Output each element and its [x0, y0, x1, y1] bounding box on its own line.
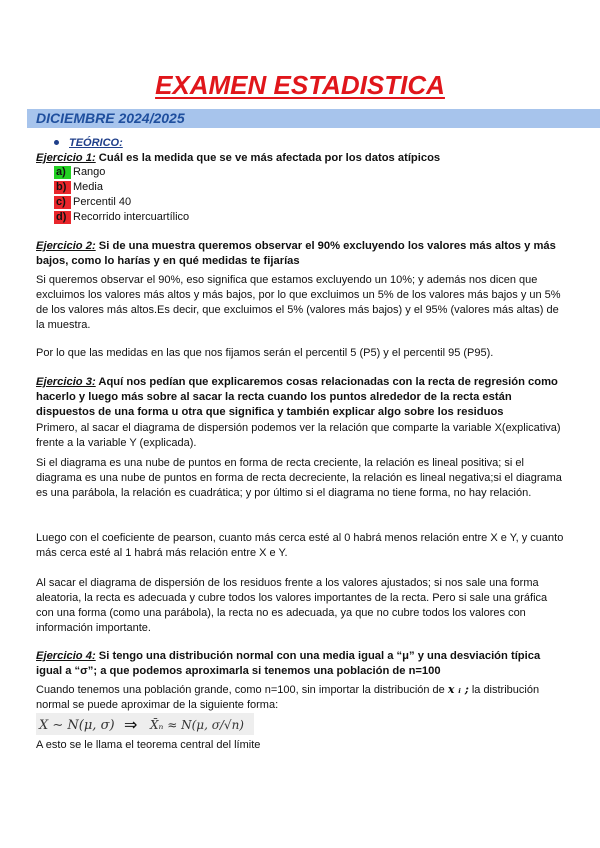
- exercise-2-paragraph-1: Si queremos observar el 90%, eso significa que estamos excluyendo un 10%; y además nos dicen que excluimos los valores más altos y más bajos, por lo que excluimos un 5% de los valores más bajos y un 5% de los valores más altos.Es decir, que excluimos el 5% (valores más bajos) y el 95% (valores más altas) de la muestra.: [36, 274, 561, 331]
- exercise-1-text: Cuál es la medida que se ve más afectada por los datos atípicos: [95, 152, 441, 164]
- option-d: [54, 211, 189, 224]
- option-c-key: c): [54, 196, 71, 209]
- section-label: TEÓRICO:: [69, 137, 123, 149]
- exercise-3-question: [36, 375, 566, 420]
- xi-symbol: x ᵢ ;: [447, 683, 469, 696]
- exercise-3-paragraph-3: Luego con el coeficiente de pearson, cuanto más cerca esté al 0 habrá menos relación entre X e Y, y cuanto más cerca esté al 1 habrá más relación entre X e Y.: [36, 532, 564, 559]
- exercise-3-label: Ejercicio 3:: [36, 376, 96, 388]
- exercise-4-label: Ejercicio 4:: [36, 650, 96, 662]
- option-a-text: Rango: [73, 166, 106, 178]
- clt-formula: [36, 713, 254, 735]
- exercise-2-paragraph-2: Por lo que las medidas en las que nos fijamos serán el percentil 5 (P5) y el percentil 95 (P95).: [36, 347, 494, 359]
- formula-left: X ∼ N(μ, σ): [39, 718, 115, 733]
- exercise-2-text: Si de una muestra queremos observar el 90% excluyendo los valores más altos y más bajos, como lo harías y en qué medidas te fijarías: [36, 240, 556, 267]
- formula-right: X̄ₙ ≈ N(μ, σ/√n): [150, 718, 244, 732]
- exercise-2-question: [36, 239, 566, 269]
- exercise-4-text: Si tengo una distribución normal con una media igual a “μ” y una desviación típica igual a “σ”; a que podemos aproximarla si tenemos una población de n=100: [36, 650, 541, 677]
- option-c-text: Percentil 40: [73, 196, 132, 208]
- option-c: [54, 196, 131, 209]
- exercise-2-label: Ejercicio 2:: [36, 240, 96, 252]
- option-b: [54, 181, 103, 194]
- option-b-key: b): [54, 181, 71, 194]
- exercise-1-question: [36, 151, 566, 166]
- exercise-3-text: Aquí nos pedían que explicaremos cosas relacionadas con la recta de regresión como hacerlo y luego más sobre al sacar la recta cuando los puntos alrededor de la recta están dispuestos de una forma u otra que significa y también explicar algo sobre los residuos: [36, 376, 558, 418]
- exercise-4-text-b: la distribución normal se puede aproximar de la siguiente forma:: [36, 684, 540, 711]
- option-a: [54, 166, 105, 179]
- section-heading: [54, 137, 123, 149]
- formula-graphic: [36, 713, 254, 735]
- option-d-text: Recorrido intercuartílico: [73, 211, 190, 223]
- exercise-3-paragraph-4: Al sacar el diagrama de dispersión de los residuos frente a los valores ajustados; si nos sale una forma aleatoria, la recta es adecuada y cubre todos los valores importantes de la recta. Pero si sale una gráfica con una forma (como una parábola), la recta no es adecuada, ya que no cubre todos los valores con información importante.: [36, 577, 548, 634]
- exam-title: EXAMEN ESTADISTICA: [155, 70, 445, 100]
- bullet-icon: [54, 140, 59, 145]
- exercise-3-paragraph-1: Primero, al sacar el diagrama de dispersión podemos ver la relación que comparte la variable X(explicativa) frente a la variable Y (explicada).: [36, 422, 561, 449]
- option-a-key: a): [54, 166, 71, 179]
- exercise-4-question: [36, 649, 566, 679]
- exercise-1-label: Ejercicio 1:: [36, 152, 96, 164]
- exercise-3-paragraph-2: Si el diagrama es una nube de puntos en forma de recta creciente, la relación es lineal positiva; si el diagrama es una nube de puntos en forma de recta decreciente, la relación es lineal negativa;si el diagrama es una parábola, la relación es cuadrática; y por último si el diagrama no tiene forma, no hay relación.: [36, 457, 562, 499]
- exam-date: DICIEMBRE 2024/2025: [36, 110, 185, 126]
- formula-arrow: ⇒: [124, 715, 138, 734]
- exercise-4-paragraph-1: [36, 682, 566, 713]
- exercise-4-paragraph-2: A esto se le llama el teorema central del límite: [36, 739, 261, 751]
- option-d-key: d): [54, 211, 71, 224]
- exercise-4-text-a: Cuando tenemos una población grande, como n=100, sin importar la distribución de: [36, 684, 448, 696]
- option-b-text: Media: [73, 181, 103, 193]
